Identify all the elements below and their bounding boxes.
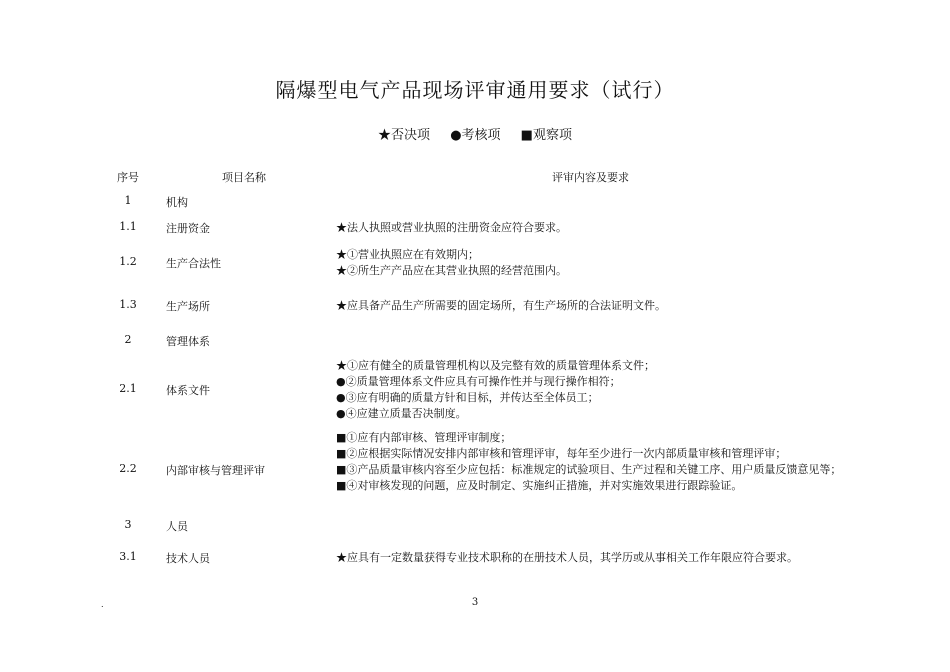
header-name: 项目名称 [222, 171, 266, 184]
row-name: 管理体系 [166, 335, 210, 348]
header-no: 序号 [117, 171, 139, 184]
content-line: ★②所生产产品应在其营业执照的经营范围内。 [336, 264, 567, 277]
row-number: 3 [124, 518, 132, 531]
legend-assess: ●考核项 [450, 128, 501, 143]
row-content [336, 247, 876, 279]
content-line: ■②应根据实际情况安排内部审核和管理评审，每年至少进行一次内部质量审核和管理评审； [336, 447, 787, 460]
row-name: 机构 [166, 196, 188, 209]
row-content [336, 358, 876, 422]
row-number: 1.2 [119, 255, 137, 268]
row-content [336, 430, 876, 494]
row-content [336, 298, 876, 314]
row-name: 注册资金 [166, 222, 210, 235]
row-name: 人员 [166, 520, 188, 533]
content-line: ★应具有一定数量获得专业技术职称的在册技术人员，其学历或从事相关工作年限应符合要求。 [336, 551, 798, 564]
content-line: ■①应有内部审核、管理评审制度； [336, 431, 512, 444]
row-name: 内部审核与管理评审 [166, 464, 265, 477]
row-number: 2.2 [119, 462, 137, 475]
row-number: 1.1 [119, 220, 137, 233]
content-line: ★应具备产品生产所需要的固定场所，有生产场所的合法证明文件。 [336, 299, 666, 312]
header-content: 评审内容及要求 [552, 171, 629, 184]
content-line: ●③应有明确的质量方针和目标，并传达至全体员工； [336, 391, 599, 404]
legend-observe: ■观察项 [520, 128, 572, 143]
row-number: 2 [124, 333, 132, 346]
content-line: ■③产品质量审核内容至少应包括：标准规定的试验项目、生产过程和关键工序、用户质量反馈意见等； [336, 463, 842, 476]
content-line: ●②质量管理体系文件应具有可操作性并与现行操作相符； [336, 375, 621, 388]
row-name: 技术人员 [166, 552, 210, 565]
row-number: 1.3 [119, 298, 137, 311]
content-line: ★①应有健全的质量管理机构以及完整有效的质量管理体系文件； [336, 359, 655, 372]
content-line: ■④对审核发现的问题，应及时制定、实施纠正措施，并对实施效果进行跟踪验证。 [336, 479, 743, 492]
page-number: 3 [471, 597, 479, 608]
row-number: 2.1 [119, 382, 137, 395]
content-line: ★法人执照或营业执照的注册资金应符合要求。 [336, 221, 567, 234]
content-line: ●④应建立质量否决制度。 [336, 407, 467, 420]
row-name: 体系文件 [166, 384, 210, 397]
row-name: 生产场所 [166, 300, 210, 313]
legend [0, 124, 950, 143]
row-content [336, 550, 876, 566]
document-title: 隔爆型电气产品现场评审通用要求（试行） [275, 78, 675, 102]
content-line: ★①营业执照应在有效期内； [336, 248, 479, 261]
row-content [336, 220, 876, 236]
row-number: 3.1 [119, 550, 137, 563]
row-name: 生产合法性 [166, 257, 221, 270]
footer-mark: . [101, 600, 104, 609]
row-number: 1 [124, 194, 132, 207]
legend-veto: ★否决项 [378, 128, 431, 143]
